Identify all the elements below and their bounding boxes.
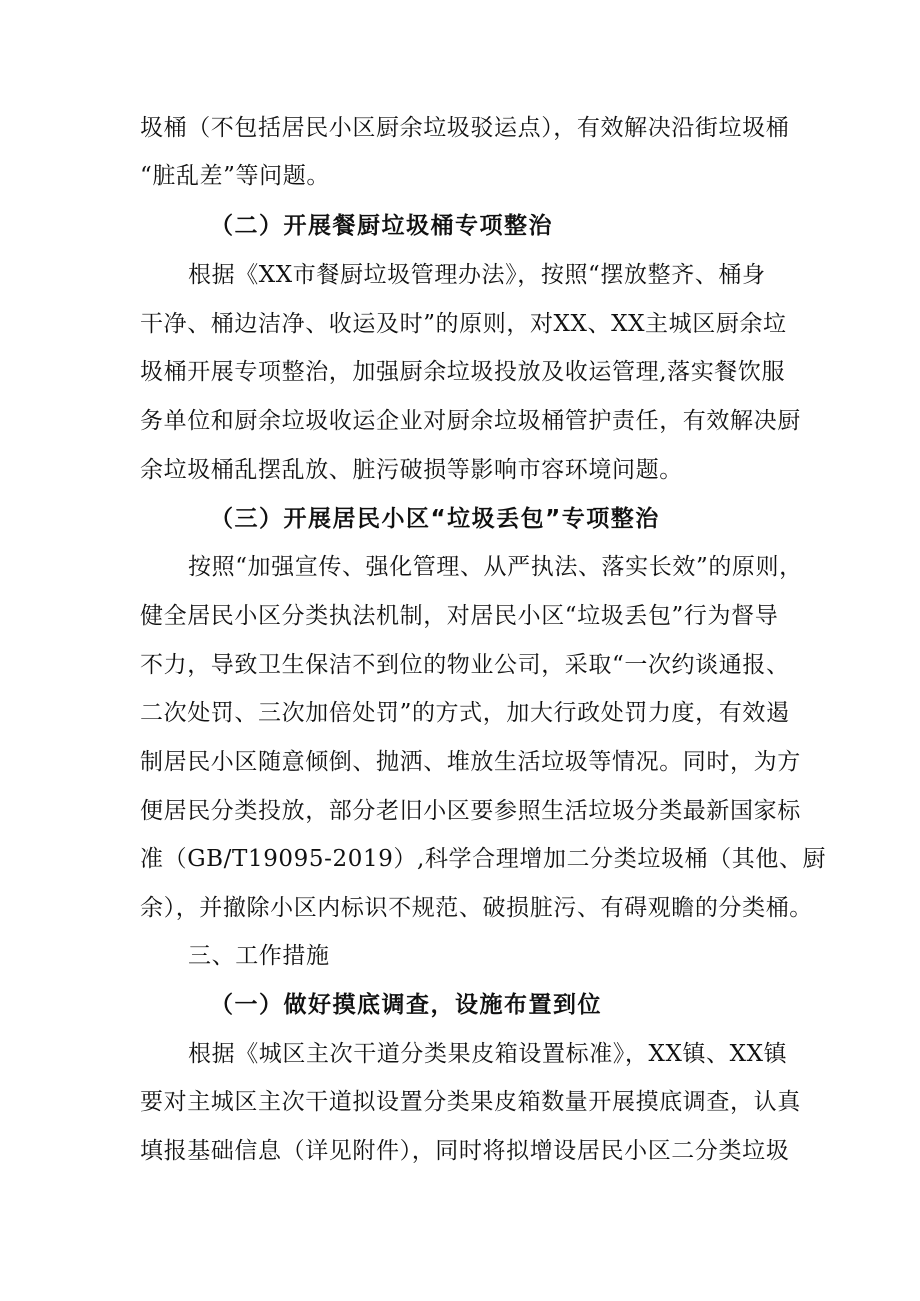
- body-text-line: 不力，导致卫生保洁不到位的物业公司，采取“一次约谈通报、: [140, 652, 790, 678]
- body-text-line: “脏乱差”等问题。: [140, 163, 330, 189]
- body-text-line: 健全居民小区分类执法机制，对居民小区“垃圾丢包”行为督导: [140, 603, 779, 629]
- chapter-heading: 三、工作措施: [188, 943, 330, 969]
- body-text-line: 根据《城区主次干道分类果皮箱设置标准》，XX镇、XX镇: [188, 1041, 788, 1067]
- body-text-line: 二次处罚、三次加倍处罚”的方式，加大行政处罚力度，有效遏: [140, 700, 790, 726]
- body-text-line: 按照“加强宣传、强化管理、从严执法、落实长效”的原则，: [188, 554, 803, 580]
- body-text-line: 圾桶开展专项整治，加强厨余垃圾投放及收运管理,落实餐饮服: [140, 359, 786, 385]
- body-text-line: 务单位和厨余垃圾收运企业对厨余垃圾桶管护责任，有效解决厨: [140, 408, 801, 434]
- body-text-line: 干净、桶边洁净、收运及时”的原则，对XX、XX主城区厨余垃: [140, 311, 787, 337]
- section-heading-3: （三）开展居民小区“垃圾丢包”专项整治: [210, 506, 660, 532]
- body-text-line: 填报基础信息（详见附件），同时将拟增设居民小区二分类垃圾: [140, 1138, 790, 1164]
- body-text-line: 便居民分类投放，部分老旧小区要参照生活垃圾分类最新国家标: [140, 798, 801, 824]
- section-heading-1: （一）做好摸底调查，设施布置到位: [210, 992, 602, 1018]
- section-heading-2: （二）开展餐厨垃圾桶专项整治: [210, 213, 553, 239]
- body-text-line: 余），并撤除小区内标识不规范、破损脏污、有碍观瞻的分类桶。: [140, 895, 813, 921]
- body-text-line: 余垃圾桶乱摆乱放、脏污破损等影响市容环境问题。: [140, 457, 683, 483]
- body-text-line: 根据《XX市餐厨垃圾管理办法》，按照“摆放整齐、桶身: [188, 262, 766, 288]
- body-text-line: 制居民小区随意倾倒、抛洒、堆放生活垃圾等情况。同时，为方: [140, 749, 801, 775]
- body-text-line: 要对主城区主次干道拟设置分类果皮箱数量开展摸底调查，认真: [140, 1089, 801, 1115]
- body-text-line: 圾桶（不包括居民小区厨余垃圾驳运点），有效解决沿街垃圾桶: [140, 115, 790, 141]
- body-text-line: 准（GB/T19095-2019）,科学合理增加二分类垃圾桶（其他、厨: [140, 846, 827, 872]
